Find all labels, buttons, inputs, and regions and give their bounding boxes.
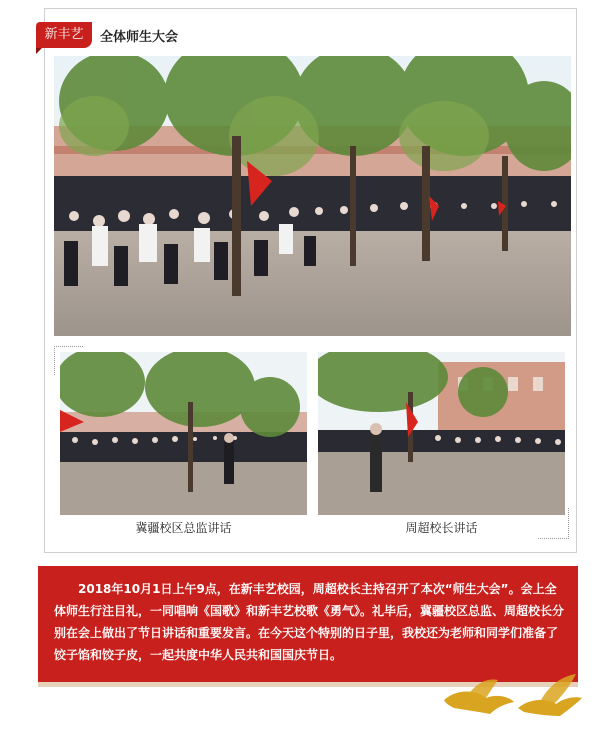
decorative-corner <box>538 508 569 539</box>
brand-badge: 新丰艺 <box>36 22 92 48</box>
dove-decoration <box>436 668 586 728</box>
main-photo <box>54 56 571 336</box>
photo-caption: 冀疆校区总监讲话 <box>135 521 232 535</box>
photo-director-speech <box>60 352 307 515</box>
photo-caption: 周超校长讲话 <box>405 521 478 535</box>
section-title: 全体师生大会 <box>100 30 179 45</box>
dove-icon <box>518 674 582 716</box>
article-box <box>38 566 578 682</box>
photo-principal-speech <box>318 352 565 515</box>
dove-icon <box>444 680 514 714</box>
article-paragraph: 2018年10月1日上午9点，在新丰艺校园，周超校长主持召开了本次“师生大会”。会上全体师生行注目礼，一同唱响《国歌》和新丰艺校歌《勇气》。礼毕后，冀疆校区总监、周超校长分别在会上做出了节日讲话和重要发言。在今天这个特别的日子里，我校还为老师和同学们准备了饺子馅和饺子皮，一起共度中华人民共和国国庆节日。 <box>54 582 565 662</box>
